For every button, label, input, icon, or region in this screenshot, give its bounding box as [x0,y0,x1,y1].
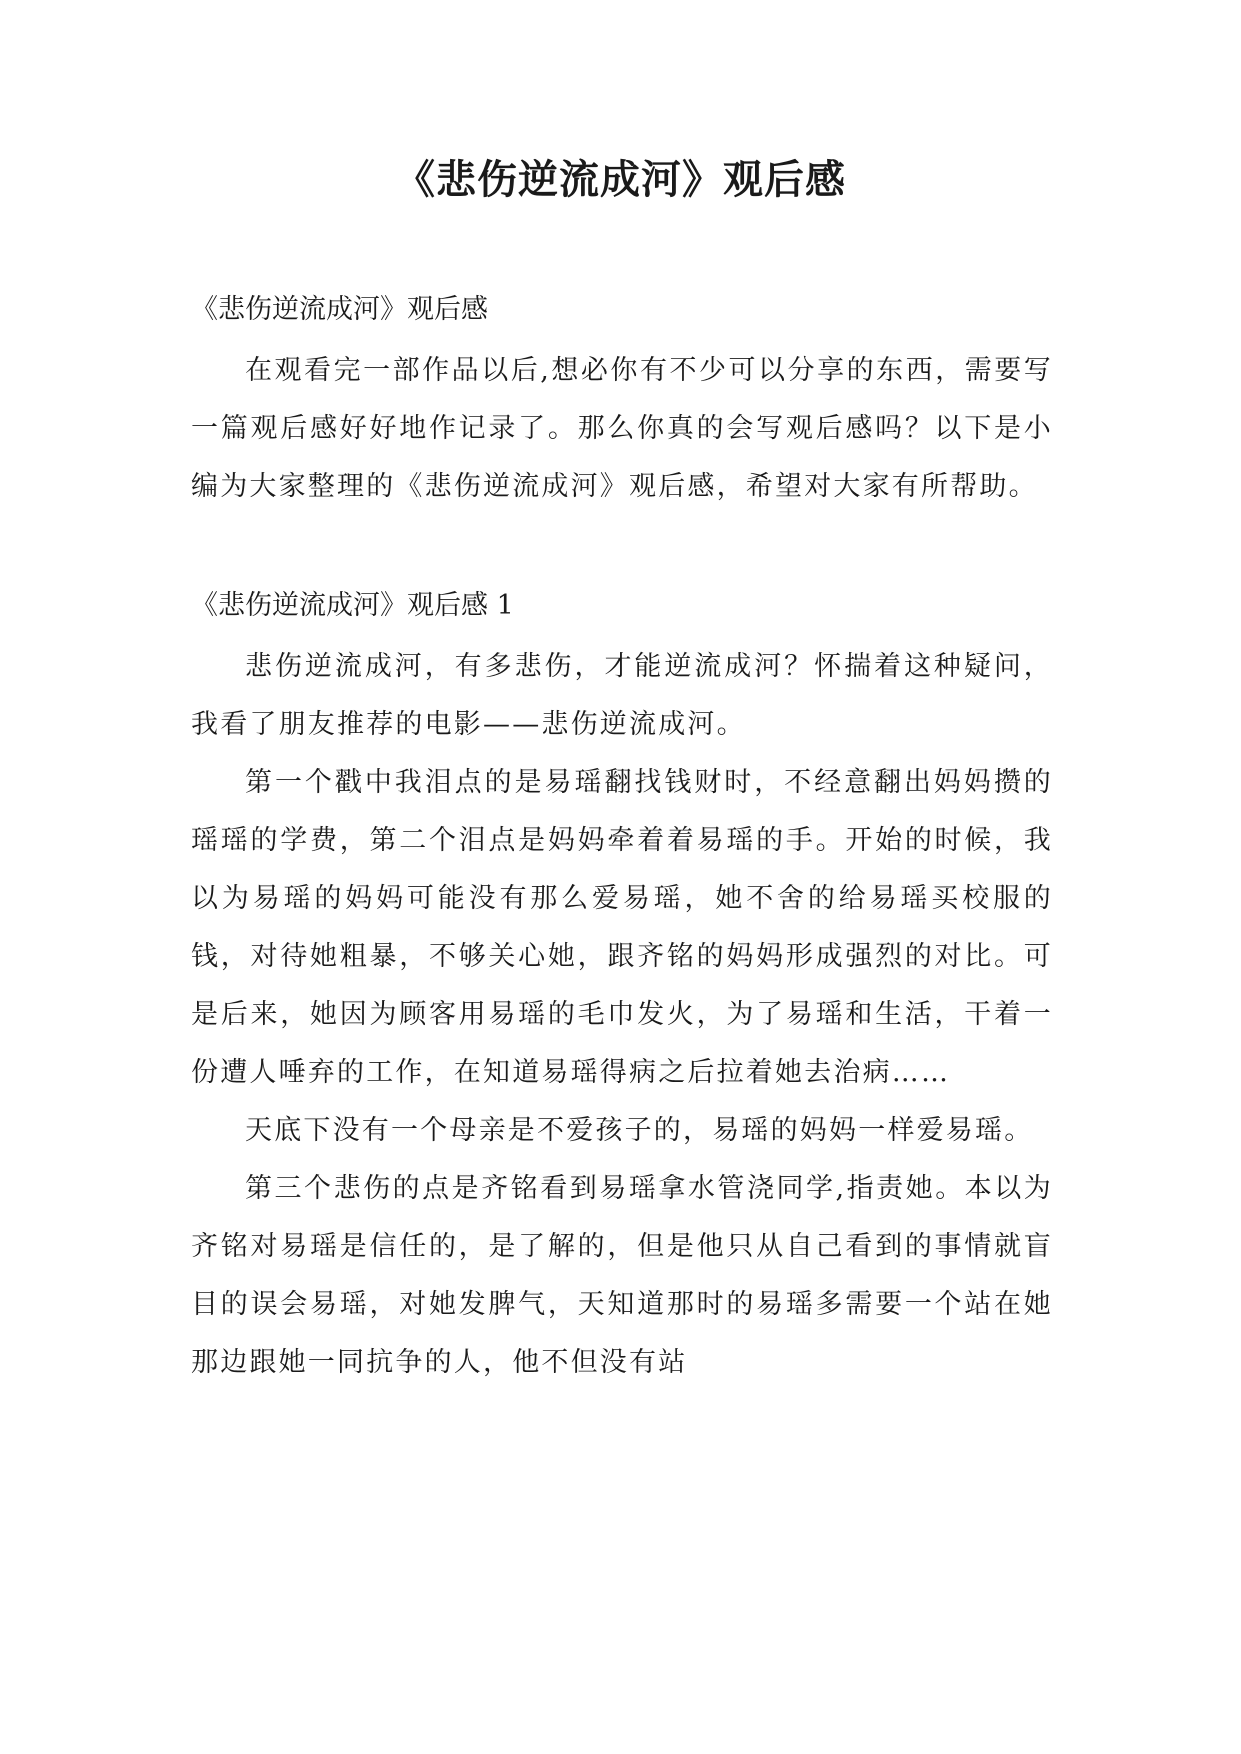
spacer [191,330,1053,342]
body-paragraph-2: 第一个戳中我泪点的是易瑶翻找钱财时，不经意翻出妈妈攒的瑶瑶的学费，第二个泪点是妈妈牵着着易瑶的手。开始的时候，我以为易瑶的妈妈可能没有那么爱易瑶，她不舍的给易瑶买校服的钱，对待她粗暴，不够关心她，跟齐铭的妈妈形成强烈的对比。可是后来，她因为顾客用易瑶的毛巾发火，为了易瑶和生活，干着一份遭人唾弃的工作，在知道易瑶得病之后拉着她去治病…… [191,767,1053,1088]
body-paragraph-4: 第三个悲伤的点是齐铭看到易瑶拿水管浇同学,指责她。本以为齐铭对易瑶是信任的，是了解的，但是他只从自己看到的事情就盲目的误会易瑶，对她发脾气，天知道那时的易瑶多需要一个站在她那边跟她一同抗争的人，他不但没有站 [191,1173,1053,1378]
section-divider [191,516,1053,586]
section-heading: 《悲伤逆流成河》观后感 1 [191,590,514,621]
intro-paragraph: 在观看完一部作品以后,想必你有不少可以分享的东西，需要写一篇观后感好好地作记录了。那么你真的会写观后感吗？以下是小编为大家整理的《悲伤逆流成河》观后感，希望对大家有所帮助。 [191,355,1053,502]
spacer [191,626,1053,638]
intro-heading: 《悲伤逆流成河》观后感 [191,294,488,325]
document-title: 《悲伤逆流成河》观后感 [395,156,846,203]
body-paragraph-1: 悲伤逆流成河，有多悲伤，才能逆流成河？怀揣着这种疑问，我看了朋友推荐的电影——悲伤逆流成河。 [191,651,1053,740]
document-body [191,290,1053,1392]
body-paragraph-3: 天底下没有一个母亲是不爱孩子的，易瑶的妈妈一样爱易瑶。 [245,1115,1034,1146]
